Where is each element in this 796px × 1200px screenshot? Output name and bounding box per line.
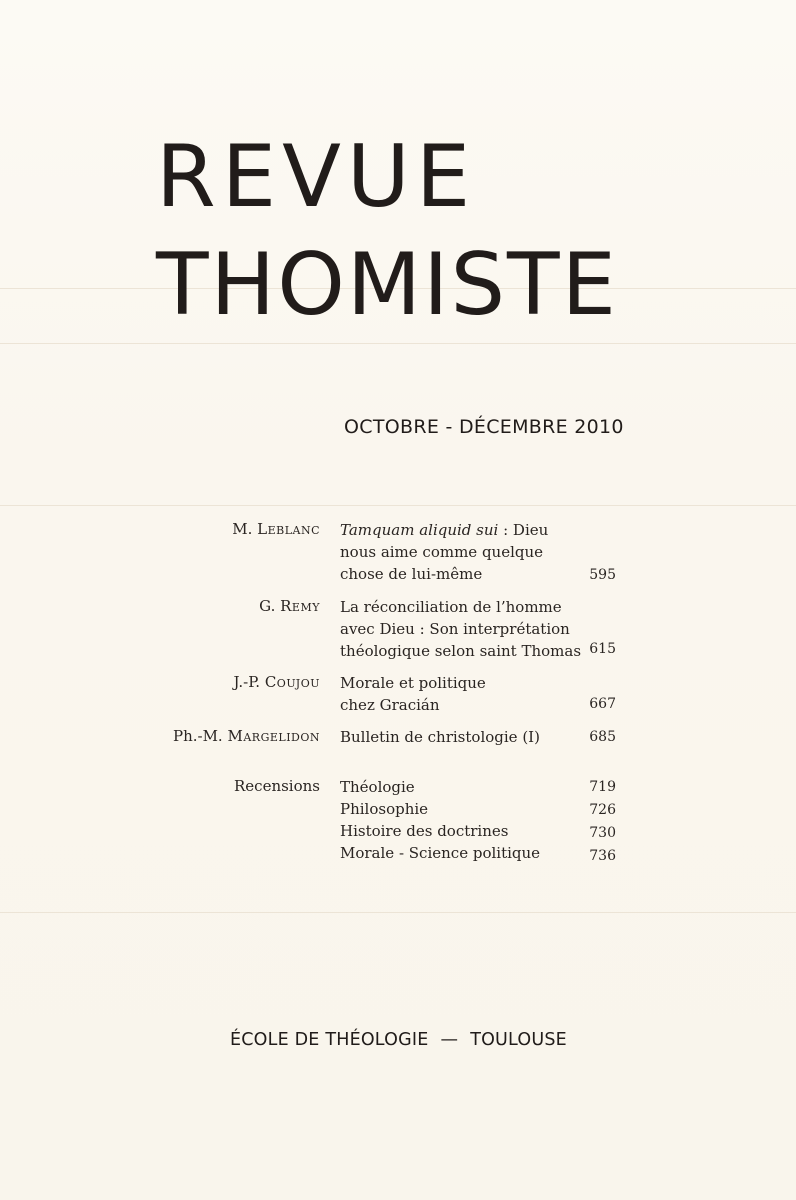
recensions-label: Recensions [234, 777, 320, 795]
recension-title: Morale - Science politique [340, 844, 541, 862]
title-line: avec Dieu : Son interprétation [340, 620, 570, 638]
title-line: Tamquam aliquid sui : Dieu [340, 521, 549, 539]
toc-article-title [340, 672, 590, 716]
recension-page-number: 730 [589, 825, 616, 841]
publisher-line [230, 1030, 567, 1050]
recension-title: Histoire des doctrines [340, 822, 509, 840]
journal-title-line1: REVUE [156, 127, 477, 227]
title-line: Bulletin de christologie (I) [340, 728, 540, 746]
journal-title-line2: THOMISTE [156, 235, 618, 335]
publisher-dash: — [440, 1030, 459, 1050]
title-line: nous aime comme quelque [340, 543, 544, 561]
toc-author: M. Leblanc [232, 520, 320, 538]
toc-article-title [340, 726, 590, 748]
toc-author: Ph.-M. Margelidon [172, 727, 320, 745]
title-line: théologique selon saint Thomas [340, 642, 582, 660]
recension-page-number: 736 [589, 848, 616, 864]
toc-page-number: 595 [589, 567, 616, 583]
issue-date: OCTOBRE - DÉCEMBRE 2010 [344, 416, 624, 438]
title-line: Morale et politique [340, 674, 486, 692]
publisher-city: TOULOUSE [470, 1030, 567, 1050]
title-line: La réconciliation de l’homme [340, 598, 562, 616]
toc-article-title [340, 519, 590, 585]
toc-page-number: 685 [589, 729, 616, 745]
toc-author: G. Remy [259, 597, 320, 615]
recension-page-number: 719 [589, 779, 616, 795]
recension-title: Théologie [340, 778, 415, 796]
recensions-list [340, 776, 590, 864]
recension-title: Philosophie [340, 800, 429, 818]
toc-page-number: 615 [589, 641, 616, 657]
publisher-school: ÉCOLE DE THÉOLOGIE [230, 1030, 429, 1050]
recension-page-number: 726 [589, 802, 616, 818]
toc-page-number: 667 [589, 696, 616, 712]
toc-author: J.-P. Coujou [233, 673, 320, 691]
title-line: chose de lui-même [340, 565, 483, 583]
title-line: chez Gracián [340, 696, 440, 714]
toc-article-title [340, 596, 590, 662]
